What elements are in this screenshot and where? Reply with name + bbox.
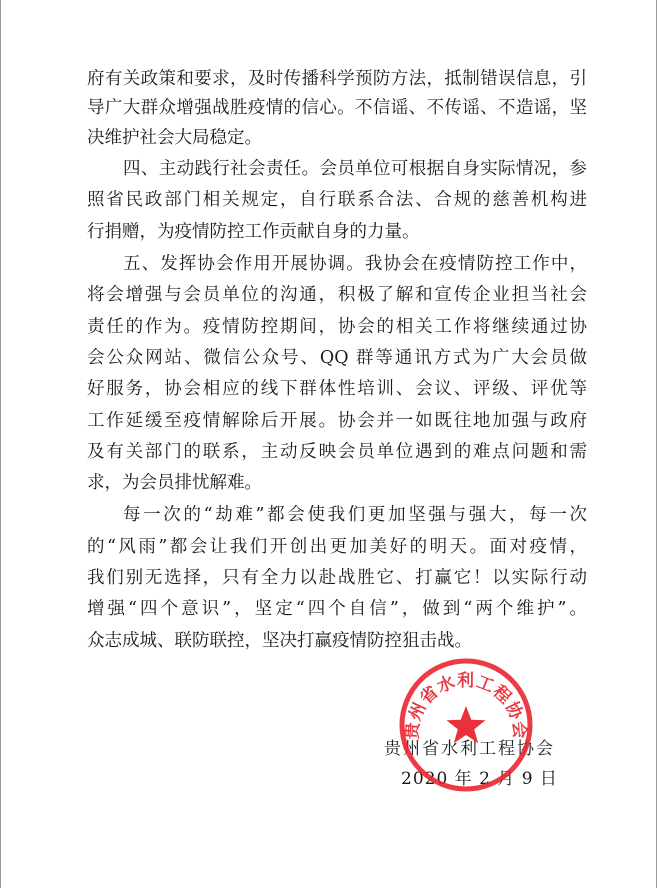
- body-text-line: 会公众网站、微信公众号、QQ 群等通讯方式为广大会员做: [87, 348, 587, 368]
- body-text-line: 及有关部门的联系，主动反映会员单位遇到的难点问题和需: [87, 442, 587, 462]
- body-text-line: 的“风雨”都会让我们开创出更加美好的明天。面对疫情，: [87, 537, 587, 557]
- body-text-line: 众志成城、联防联控，坚决打赢疫情防控狙击战。: [87, 631, 472, 651]
- body-text-line: 府有关政策和要求，及时传播科学预防方法，抵制错误信息，引: [87, 69, 587, 89]
- body-text-line: 将会增强与会员单位的沟通，积极了解和宣传企业担当社会: [87, 285, 587, 305]
- body-text-line: 增强“四个意识”，坚定“四个自信”，做到“两个维护”。: [87, 599, 587, 619]
- signature-organization: 贵州省水利工程协会: [384, 739, 555, 759]
- body-text-line: 照省民政部门相关规定，自行联系合法、合规的慈善机构进: [87, 190, 587, 210]
- official-seal-stamp: [397, 656, 535, 794]
- body-text-line: 工作延缓至疫情解除后开展。协会并一如既往地加强与政府: [87, 411, 587, 431]
- section-5-heading-line: 五、发挥协会作用开展协调。我协会在疫情防控工作中，: [123, 254, 587, 274]
- body-text-line: 求，为会员排忧解难。: [87, 473, 262, 493]
- body-text-line: 责任的作为。疫情防控期间，协会的相关工作将继续通过协: [87, 317, 587, 337]
- closing-paragraph-line: 每一次的“劫难”都会使我们更加坚强与强大，每一次: [123, 505, 587, 525]
- body-text-line: 好服务，协会相应的线下群体性培训、会议、评级、评优等: [87, 379, 587, 399]
- svg-text:贵州省水利工程协会: 贵州省水利工程协会: [402, 671, 530, 741]
- body-text-line: 决维护社会大局稳定。: [87, 128, 262, 148]
- body-text-line: 我们别无选择，只有全力以赴战胜它、打赢它！以实际行动: [87, 568, 587, 588]
- signature-date: 2020 年 2 月 9 日: [401, 769, 558, 789]
- body-text-line: 导广大群众增强战胜疫情的信心。不信谣、不传谣、不造谣，坚: [87, 98, 587, 118]
- seal-star-icon: [447, 706, 486, 743]
- section-4-heading-line: 四、主动践行社会责任。会员单位可根据自身实际情况，参: [123, 159, 587, 179]
- body-text-line: 行捐赠，为疫情防控工作贡献自身的力量。: [87, 222, 420, 242]
